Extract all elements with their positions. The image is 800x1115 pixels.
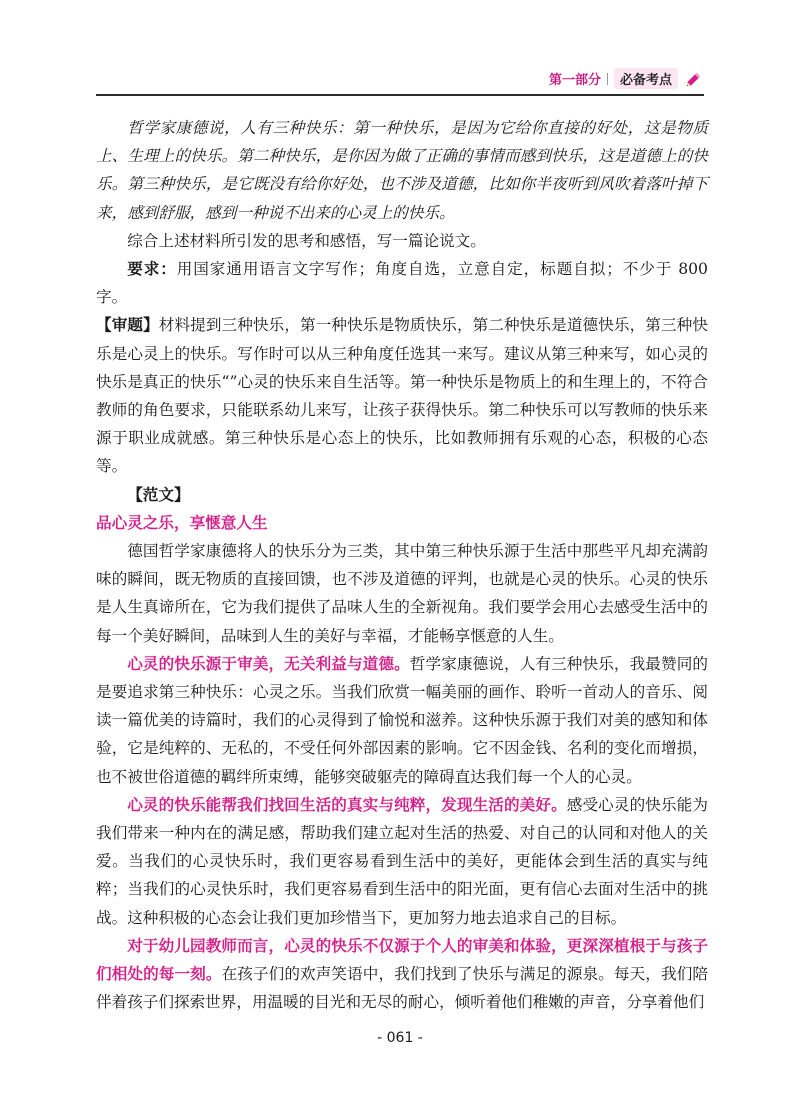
essay-paragraph-1: 德国哲学家康德将人的快乐分为三类，其中第三种快乐源于生活中那些平凡却充满韵味的瞬间，既无物质的直接回馈，也不涉及道德的评判，也就是心灵的快乐。心灵的快乐是人生真谛所在，它为我们提供了品味人生的全新视角。我们要学会用心去感受生活中的每一个美好瞬间，品味到人生的美好与幸福，才能畅享惬意的人生。 bbox=[96, 542, 708, 645]
page-content bbox=[96, 114, 708, 1017]
essay-body-2: 感受心灵的快乐能为我们带来一种内在的满足感，帮助我们建立起对生活的热爱、对自己的认同和对他人的关爱。当我们的心灵快乐时，我们更容易看到生活中的美好，更能体会到生活的真实与纯粹；当我们的心灵快乐时，我们更容易看到生活中的阳光面，更有信心去面对生活中的挑战。这种积极的心态会让我们更加珍惜当下，更加努力地去追求自己的目标。 bbox=[96, 795, 708, 927]
essay-label: 【范文】 bbox=[127, 485, 190, 504]
pencil-icon bbox=[684, 69, 704, 89]
header-divider bbox=[607, 73, 608, 85]
essay-body-1: 哲学家康德说，人有三种快乐，我最赞同的是要追求第三种快乐：心灵之乐。当我们欣赏一幅美丽的画作、聆听一首动人的音乐、阅读一篇优美的诗篇时，我们的心灵得到了愉悦和滋养。这种快乐源于我们对美的感知和体验，它是纯粹的、无私的，不受任何外部因素的影响。它不因金钱、名利的变化而增损，也不被世俗道德的羁绊所束缚，能够突破躯壳的障碍直达我们每一个人的心灵。 bbox=[96, 654, 708, 786]
page-number: - 061 - bbox=[377, 1030, 423, 1046]
essay-thesis-3: 对于幼儿园教师而言，心灵的快乐不仅源于个人的审美和体验，更深深植根于与孩子们相处的每一刻。 bbox=[96, 936, 708, 984]
prompt-requirement bbox=[96, 255, 708, 311]
essay-label-line bbox=[96, 481, 708, 509]
essay-body-3: 在孩子们的欢声笑语中，我们找到了快乐与满足的源泉。每天，我们陪伴着孩子们探索世界，用温暖的目光和无尽的耐心，倾听着他们稚嫩的声音，分享着他们 bbox=[96, 965, 708, 1012]
essay-paragraph-4 bbox=[96, 932, 708, 1017]
essay-thesis-1: 心灵的快乐源于审美，无关利益与道德。 bbox=[127, 654, 410, 673]
section-label bbox=[549, 68, 704, 89]
essay-paragraph-2 bbox=[96, 650, 708, 791]
prompt-instruction: 综合上述材料所引发的思考和感悟，写一篇论说文。 bbox=[127, 231, 486, 250]
analysis-label: 【审题】 bbox=[96, 316, 159, 335]
analysis-paragraph bbox=[96, 311, 708, 480]
prompt-paragraph: 哲学家康德说，人有三种快乐：第一种快乐，是因为它给你直接的好处，这是物质上、生理上的快乐。第二种快乐，是你因为做了正确的事情而感到快乐，这是道德上的快乐。第三种快乐，是它既没有给你好处，也不涉及道德，比如你半夜听到风吹着落叶掉下来，感到舒服，感到一种说不出来的心灵上的快乐。 bbox=[96, 119, 708, 222]
essay-title: 品心灵之乐，享惬意人生 bbox=[96, 513, 268, 532]
essay-paragraph-3 bbox=[96, 791, 708, 932]
essay-thesis-2: 心灵的快乐能帮我们找回生活的真实与纯粹，发现生活的美好。 bbox=[127, 795, 567, 814]
page-header bbox=[96, 64, 704, 96]
requirement-text: 用国家通用语言文字写作；角度自选，立意自定，标题自拟；不少于 800 字。 bbox=[96, 260, 708, 307]
topic-badge: 必备考点 bbox=[614, 68, 678, 89]
requirement-label: 要求： bbox=[127, 260, 177, 279]
analysis-text: 材料提到三种快乐，第一种快乐是物质快乐，第二种快乐是道德快乐，第三种快乐是心灵上的快乐。写作时可以从三种角度任选其一来写。建议从第三种来写，如心灵的快乐是真正的快乐“”心灵的快乐来自生活等。第一种快乐是物质上的和生理上的，不符合教师的角色要求，只能联系幼儿来写，让孩子获得快乐。第二种快乐可以写教师的快乐来源于职业成就感。第三种快乐是心态上的快乐，比如教师拥有乐观的心态，积极的心态等。 bbox=[96, 316, 708, 476]
part-label: 第一部分 bbox=[548, 73, 601, 88]
